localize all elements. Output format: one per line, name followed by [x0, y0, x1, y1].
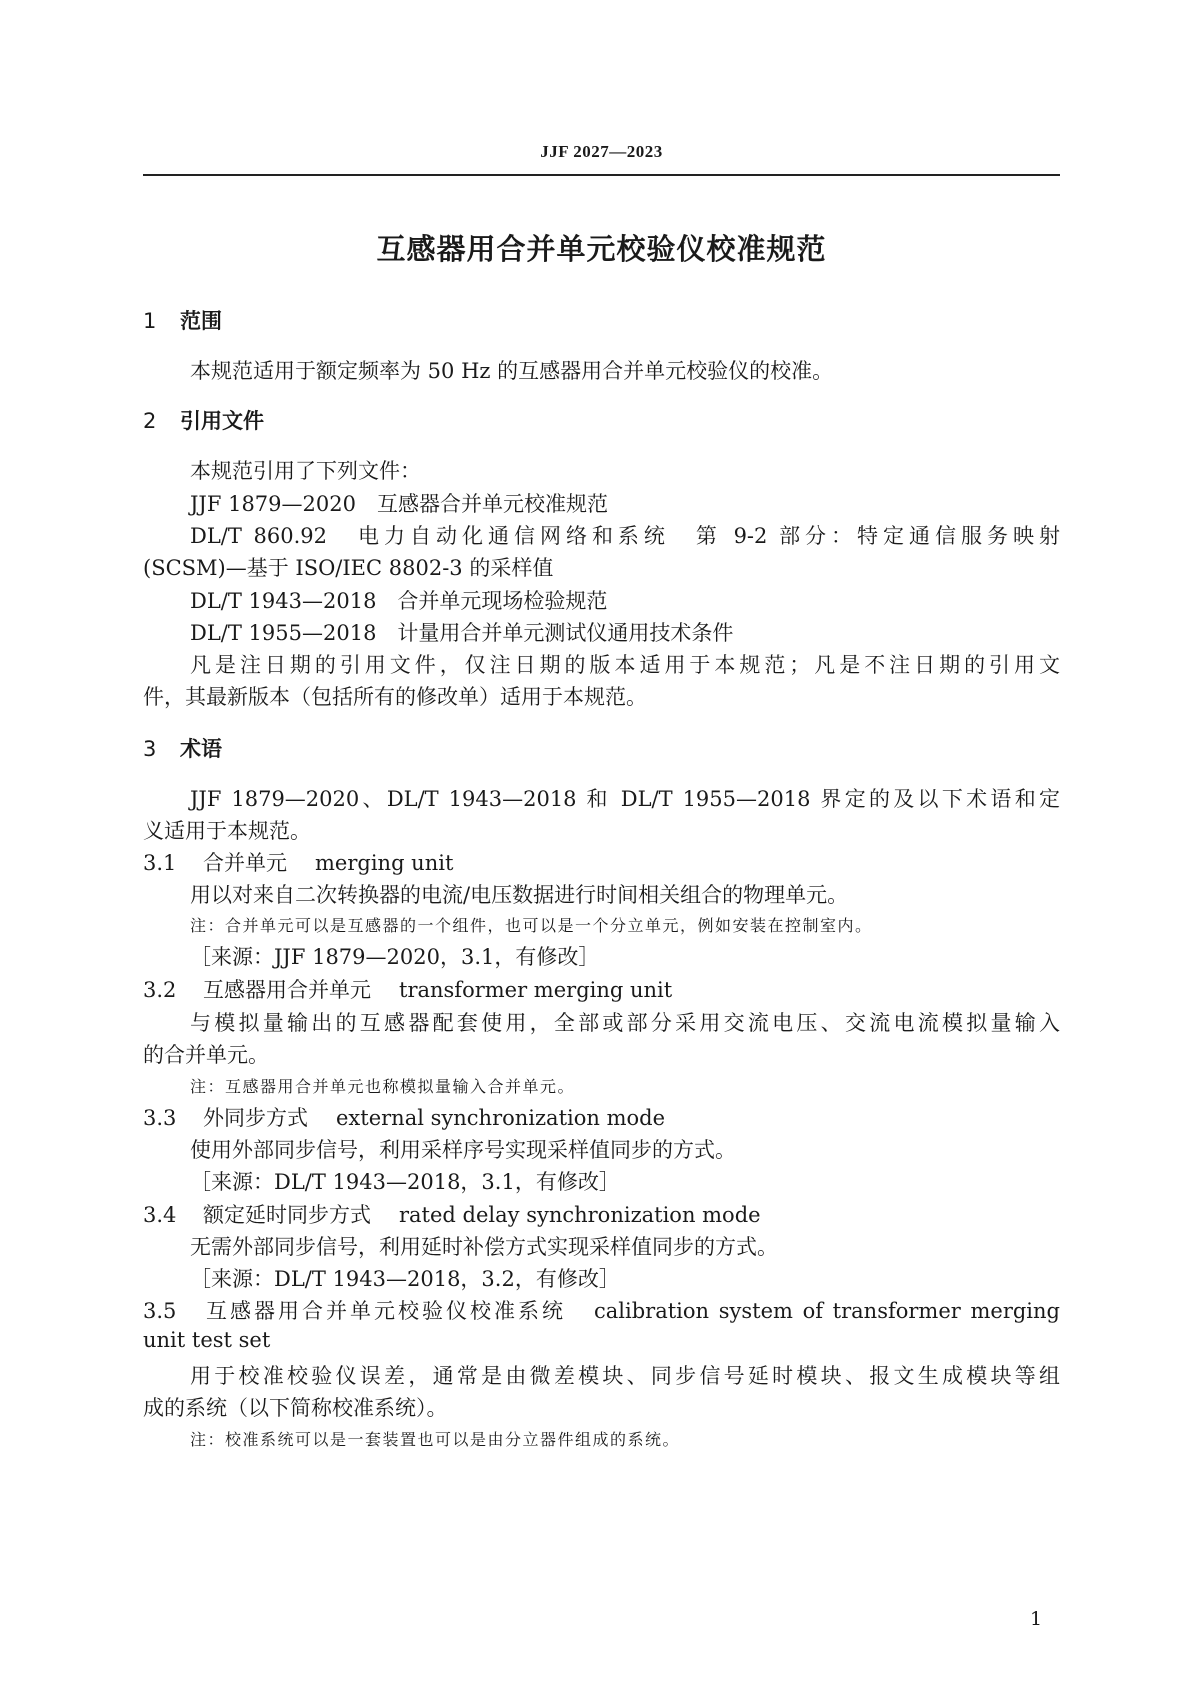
reference-note-continued: 件，其最新版本（包括所有的修改单）适用于本规范。: [143, 685, 647, 709]
reference-item: JJF 1879—2020 互感器合并单元校准规范: [190, 492, 608, 516]
term-definition: 用于校准校验仪误差，通常是由微差模块、同步信号延时模块、报文生成模块等组: [190, 1364, 1060, 1388]
reference-item: DL/T 1955—2018 计量用合并单元测试仪通用技术条件: [190, 621, 734, 645]
section-2-title: 引用文件: [180, 409, 264, 433]
term-3-4: [143, 1199, 761, 1229]
header-rule: [143, 174, 1060, 176]
term-definition: 用以对来自二次转换器的电流/电压数据进行时间相关组合的物理单元。: [190, 883, 849, 907]
term-number: 3.5: [143, 1299, 177, 1323]
term-3-3: [143, 1102, 665, 1132]
term-zh: 外同步方式: [203, 1106, 308, 1130]
section-1-heading: [143, 305, 222, 335]
term-source: ［来源：JJF 1879—2020，3.1，有修改］: [190, 945, 600, 969]
section-3-number: 3: [143, 737, 157, 761]
term-en: calibration system of transformer merging: [594, 1299, 1060, 1323]
term-definition: 与模拟量输出的互感器配套使用，全部或部分采用交流电压、交流电流模拟量输入: [190, 1011, 1060, 1035]
reference-item: DL/T 1943—2018 合并单元现场检验规范: [190, 589, 608, 613]
reference-item: DL/T 860.92 电力自动化通信网络和系统 第 9-2 部分：特定通信服务映射: [190, 524, 1060, 548]
section-1-body: 本规范适用于额定频率为 50 Hz 的互感器用合并单元校验仪的校准。: [190, 359, 834, 383]
term-en: merging unit: [315, 851, 454, 875]
term-note: 注：互感器用合并单元也称模拟量输入合并单元。: [190, 1077, 576, 1096]
term-3-1: [143, 847, 453, 877]
term-en-continued: unit test set: [143, 1328, 271, 1352]
section-3-title: 术语: [180, 737, 222, 761]
term-source: ［来源：DL/T 1943—2018，3.2，有修改］: [190, 1267, 620, 1291]
section-2-intro: 本规范引用了下列文件：: [190, 459, 421, 483]
reference-note: 凡是注日期的引用文件，仅注日期的版本适用于本规范；凡是不注日期的引用文: [190, 653, 1060, 677]
term-note: 注：校准系统可以是一套装置也可以是由分立器件组成的系统。: [190, 1430, 681, 1449]
term-en: rated delay synchronization mode: [399, 1203, 761, 1227]
term-zh: 合并单元: [203, 851, 287, 875]
section-2-heading: [143, 405, 264, 435]
term-note: 注：合并单元可以是互感器的一个组件，也可以是一个分立单元，例如安装在控制室内。: [190, 916, 873, 935]
term-number: 3.3: [143, 1106, 177, 1130]
term-definition: 使用外部同步信号，利用采样序号实现采样值同步的方式。: [190, 1138, 736, 1162]
term-number: 3.2: [143, 978, 177, 1002]
term-en: transformer merging unit: [399, 978, 673, 1002]
term-zh: 互感器用合并单元: [203, 978, 371, 1002]
term-zh: 互感器用合并单元校验仪校准系统: [203, 1299, 566, 1323]
term-source: ［来源：DL/T 1943—2018，3.1，有修改］: [190, 1170, 620, 1194]
section-3-intro-continued: 义适用于本规范。: [143, 819, 311, 843]
term-definition-continued: 的合并单元。: [143, 1043, 269, 1067]
term-3-5: [143, 1295, 1060, 1325]
section-2-number: 2: [143, 409, 157, 433]
term-number: 3.1: [143, 851, 177, 875]
page-number: 1: [1030, 1608, 1043, 1630]
term-definition: 无需外部同步信号，利用延时补偿方式实现采样值同步的方式。: [190, 1235, 778, 1259]
term-en: external synchronization mode: [336, 1106, 665, 1130]
section-1-title: 范围: [180, 309, 222, 333]
term-number: 3.4: [143, 1203, 177, 1227]
document-header: JJF 2027—2023: [540, 142, 663, 161]
page-title: 互感器用合并单元校验仪校准规范: [376, 232, 827, 266]
term-zh: 额定延时同步方式: [203, 1203, 371, 1227]
reference-item-continued: (SCSM)—基于 ISO/IEC 8802-3 的采样值: [143, 556, 554, 580]
section-3-intro: JJF 1879—2020、DL/T 1943—2018 和 DL/T 1955—2018 界定的及以下术语和定: [190, 787, 1060, 811]
term-3-2: [143, 974, 672, 1004]
section-1-number: 1: [143, 309, 157, 333]
section-3-heading: [143, 733, 222, 763]
term-definition-continued: 成的系统（以下简称校准系统）。: [143, 1396, 448, 1420]
